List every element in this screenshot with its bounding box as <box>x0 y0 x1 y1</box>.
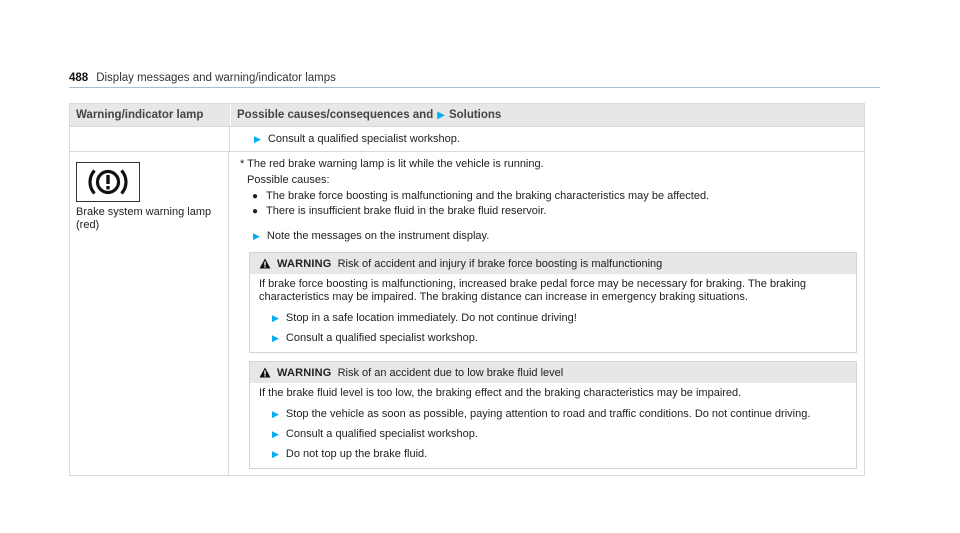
step-text: Consult a qualified specialist workshop. <box>285 332 478 344</box>
warning-box <box>249 361 857 469</box>
causes-cell <box>229 152 864 475</box>
solution-step <box>259 312 848 324</box>
intro-text: * The red brake warning lamp is lit while the vehicle is running. <box>240 158 544 170</box>
solution-step <box>259 408 848 420</box>
step-arrow-icon: ▶ <box>272 429 279 439</box>
solution-step <box>259 332 848 344</box>
step-arrow-icon: ▶ <box>272 449 279 459</box>
warning-header <box>250 253 856 274</box>
bullet-icon: ● <box>252 206 259 217</box>
step-arrow-icon: ▶ <box>272 409 279 419</box>
warning-body <box>250 274 856 352</box>
step-text: Do not top up the brake fluid. <box>285 448 428 460</box>
solution-step <box>259 448 848 460</box>
list-item <box>240 204 857 219</box>
cause-text: The brake force boosting is malfunctioning and the braking characteristics may be affected. <box>266 190 710 202</box>
col-header-causes-text: Possible causes/consequences and <box>237 109 434 121</box>
col-header-causes <box>230 104 864 126</box>
lamp-label-line2: (red) <box>76 219 100 231</box>
page-number: 488 <box>69 72 89 84</box>
table-header <box>70 104 864 126</box>
col-header-lamp: Warning/indicator lamp <box>76 109 204 121</box>
step-text: Note the messages on the instrument display. <box>266 230 490 242</box>
step-arrow-icon: ▶ <box>272 333 279 343</box>
solution-step <box>254 133 857 145</box>
lamp-label <box>76 206 222 232</box>
warning-label: WARNING <box>277 366 332 379</box>
warning-title: Risk of an accident due to low brake fluid level <box>337 366 564 379</box>
warning-lamp-table <box>69 103 865 476</box>
warning-label: WARNING <box>277 257 332 270</box>
lamp-cell <box>70 152 229 475</box>
warning-text: If brake force boosting is malfunctioning, increased brake pedal force may be necessary for braking. The braking characteristics may be impaired. The braking distance can increase in emergency braking situations. <box>259 278 807 303</box>
step-arrow-icon: ▶ <box>254 134 261 144</box>
solution-step <box>259 428 848 440</box>
warning-triangle-icon <box>259 367 271 378</box>
table-row <box>70 151 864 475</box>
step-text: Consult a qualified specialist workshop. <box>285 428 478 440</box>
warning-header <box>250 362 856 383</box>
step-text: Stop the vehicle as soon as possible, paying attention to road and traffic conditions. Do not continue driving. <box>285 408 811 420</box>
step-text: Stop in a safe location immediately. Do not continue driving! <box>285 312 577 324</box>
step-arrow-icon: ▶ <box>253 231 260 241</box>
warning-triangle-icon <box>259 258 271 269</box>
causes-cell <box>230 127 864 151</box>
list-item <box>240 189 857 204</box>
step-text: Consult a qualified specialist workshop. <box>267 133 460 145</box>
page-header <box>69 72 880 88</box>
lamp-cell-empty <box>70 127 230 151</box>
warning-title: Risk of accident and injury if brake force boosting is malfunctioning <box>337 257 663 270</box>
page-header-title: Display messages and warning/indicator lamps <box>96 72 336 84</box>
solution-step <box>240 230 857 242</box>
step-arrow-icon: ▶ <box>272 313 279 323</box>
bullet-icon: ● <box>252 191 259 202</box>
table-row <box>70 126 864 151</box>
possible-causes-label: Possible causes: <box>247 174 330 186</box>
warning-text: If the brake fluid level is too low, the braking effect and the braking characteristics may be impaired. <box>259 387 742 399</box>
brake-warning-icon <box>76 162 140 202</box>
cause-text: There is insufficient brake fluid in the brake fluid reservoir. <box>266 205 547 217</box>
solution-arrow-icon: ▶ <box>437 109 445 121</box>
lamp-label-line1: Brake system warning lamp <box>76 206 212 218</box>
col-header-solutions-text: Solutions <box>448 109 502 121</box>
warning-body <box>250 383 856 468</box>
warning-box <box>249 252 857 353</box>
